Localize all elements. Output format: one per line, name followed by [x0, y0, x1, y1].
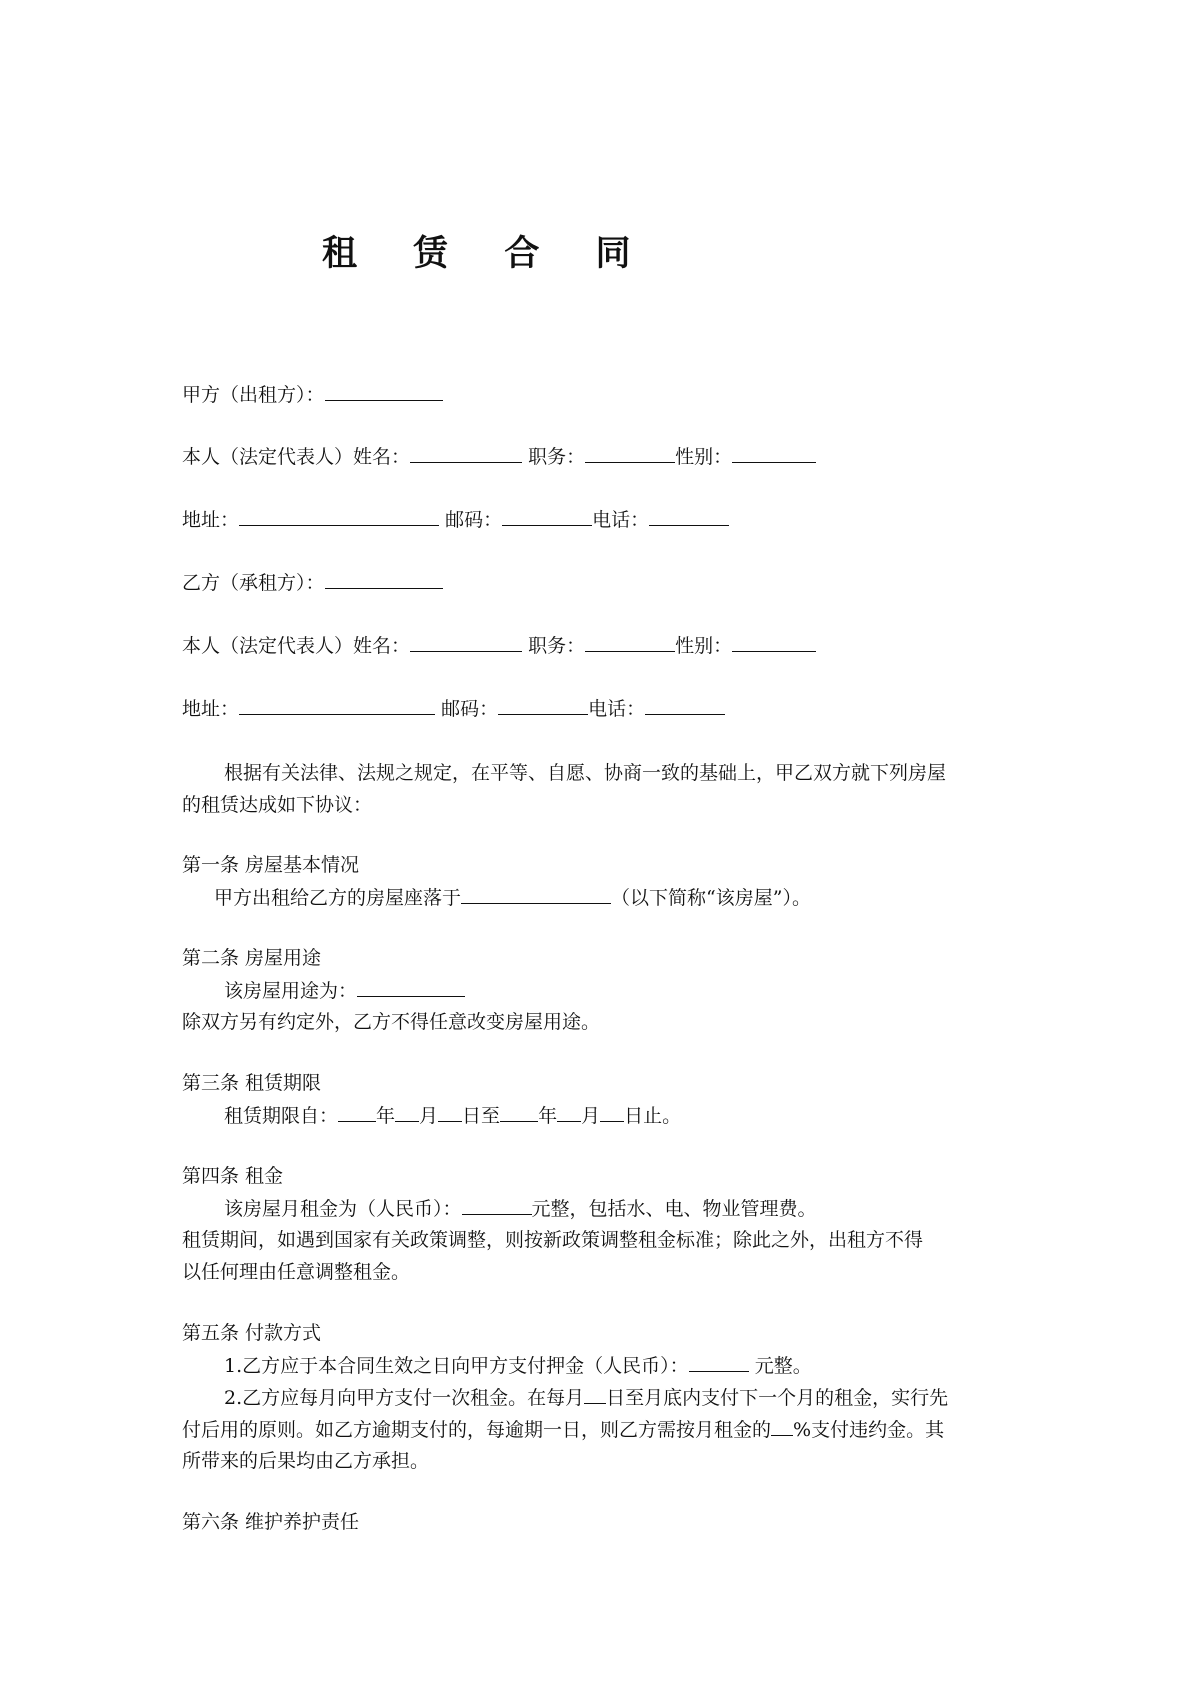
- party-a-address-label: 地址：: [182, 509, 240, 531]
- article-2-use-line: [224, 978, 465, 1003]
- document-title: 租 赁 合 同: [322, 233, 653, 274]
- party-a-rep-line: [182, 444, 816, 469]
- article-5-heading: 第五条 付款方式: [182, 1322, 322, 1344]
- use-blank[interactable]: [357, 978, 465, 997]
- party-b-rep-name-label: 本人（法定代表人）姓名：: [182, 635, 411, 657]
- party-b-rep-name-blank[interactable]: [410, 633, 522, 652]
- article-3-heading: 第三条 租赁期限: [182, 1072, 322, 1094]
- start-month-blank[interactable]: [395, 1103, 419, 1122]
- party-a-title-blank[interactable]: [585, 444, 675, 463]
- end-month-blank[interactable]: [557, 1103, 581, 1122]
- party-a-postcode-label: 邮码：: [445, 509, 503, 531]
- party-b-line: [182, 570, 443, 595]
- article-3-term-line: [224, 1103, 681, 1128]
- end-day-blank[interactable]: [600, 1103, 624, 1122]
- party-a-rep-name-label: 本人（法定代表人）姓名：: [182, 446, 411, 468]
- party-a-postcode-blank[interactable]: [502, 507, 592, 526]
- start-day-blank[interactable]: [438, 1103, 462, 1122]
- party-a-gender-label: 性别：: [675, 446, 733, 468]
- article-6-heading: 第六条 维护养护责任: [182, 1511, 360, 1533]
- party-b-phone-label: 电话：: [588, 698, 646, 720]
- end-month-label: 月: [581, 1105, 601, 1127]
- article-4-rent-after: 元整，包括水、电、物业管理费。: [531, 1198, 817, 1220]
- article-5-item-2-after: 日至月底内支付下一个月的租金，实行先: [606, 1387, 949, 1409]
- payment-day-blank[interactable]: [584, 1385, 606, 1404]
- party-b-address-label: 地址：: [182, 698, 240, 720]
- party-a-title-label: 职务：: [528, 446, 586, 468]
- party-a-rep-name-blank[interactable]: [410, 444, 522, 463]
- article-5-item-1-before: 1.乙方应于本合同生效之日向甲方支付押金（人民币）：: [224, 1355, 689, 1377]
- article-5-item-2-line-3: 所带来的后果均由乙方承担。: [182, 1450, 430, 1472]
- article-4-heading: 第四条 租金: [182, 1165, 284, 1187]
- start-year-label: 年: [376, 1105, 396, 1127]
- party-b-gender-label: 性别：: [675, 635, 733, 657]
- party-a-gender-blank[interactable]: [732, 444, 816, 463]
- article-1-text: [214, 885, 811, 910]
- party-b-gender-blank[interactable]: [732, 633, 816, 652]
- end-year-blank[interactable]: [500, 1103, 538, 1122]
- intro-line-1: 根据有关法律、法规之规定，在平等、自愿、协商一致的基础上，甲乙双方就下列房屋: [224, 762, 947, 784]
- party-a-label: 甲方（出租方）：: [182, 384, 325, 406]
- article-5-item-2-line-2: [182, 1417, 944, 1442]
- article-3-term-label: 租赁期限自：: [224, 1105, 339, 1127]
- end-year-label: 年: [538, 1105, 558, 1127]
- start-day-label: 日至: [462, 1105, 501, 1127]
- party-b-blank[interactable]: [325, 570, 443, 589]
- deposit-blank[interactable]: [689, 1353, 749, 1372]
- penalty-percent-blank[interactable]: [771, 1417, 793, 1436]
- party-b-phone-blank[interactable]: [645, 696, 725, 715]
- location-blank[interactable]: [461, 885, 611, 904]
- party-b-label: 乙方（承租方）：: [182, 572, 325, 594]
- article-5-item-2-before: 2.乙方应每月向甲方支付一次租金。在每月: [224, 1387, 585, 1409]
- party-b-title-label: 职务：: [528, 635, 586, 657]
- monthly-rent-blank[interactable]: [462, 1196, 532, 1215]
- article-2-heading: 第二条 房屋用途: [182, 947, 322, 969]
- article-5-item-1: [224, 1353, 812, 1378]
- party-a-address-line: [182, 507, 729, 532]
- party-b-title-blank[interactable]: [585, 633, 675, 652]
- start-month-label: 月: [419, 1105, 439, 1127]
- party-b-address-line: [182, 696, 725, 721]
- article-2-use-label: 该房屋用途为：: [224, 980, 358, 1002]
- party-b-address-blank[interactable]: [239, 696, 435, 715]
- article-1-heading: 第一条 房屋基本情况: [182, 854, 360, 876]
- party-a-address-blank[interactable]: [239, 507, 439, 526]
- article-2-note: 除双方另有约定外，乙方不得任意改变房屋用途。: [182, 1011, 601, 1033]
- article-5-item-2-line-1: [224, 1385, 948, 1410]
- article-4-adjust-line-2: 以任何理由任意调整租金。: [182, 1261, 411, 1283]
- article-1-text-after: （以下简称“该房屋”）。: [611, 887, 811, 909]
- intro-line-2: 的租赁达成如下协议：: [182, 794, 373, 816]
- article-5-item-2-line-2-after: %支付违约金。其: [793, 1419, 945, 1441]
- party-a-blank[interactable]: [325, 382, 443, 401]
- party-a-phone-label: 电话：: [592, 509, 650, 531]
- party-a-phone-blank[interactable]: [649, 507, 729, 526]
- article-5-item-1-after: 元整。: [754, 1355, 812, 1377]
- party-b-postcode-label: 邮码：: [441, 698, 499, 720]
- party-a-line: [182, 382, 443, 407]
- start-year-blank[interactable]: [338, 1103, 376, 1122]
- article-4-rent-before: 该房屋月租金为（人民币）：: [224, 1198, 462, 1220]
- article-1-text-before: 甲方出租给乙方的房屋座落于: [214, 887, 462, 909]
- party-b-postcode-blank[interactable]: [498, 696, 588, 715]
- party-b-rep-line: [182, 633, 816, 658]
- article-5-item-2-line-2-before: 付后用的原则。如乙方逾期支付的，每逾期一日，则乙方需按月租金的: [182, 1419, 772, 1441]
- article-4-rent-line: [224, 1196, 817, 1221]
- article-4-adjust-line-1: 租赁期间，如遇到国家有关政策调整，则按新政策调整租金标准；除此之外，出租方不得: [182, 1229, 924, 1251]
- end-day-label: 日止。: [624, 1105, 682, 1127]
